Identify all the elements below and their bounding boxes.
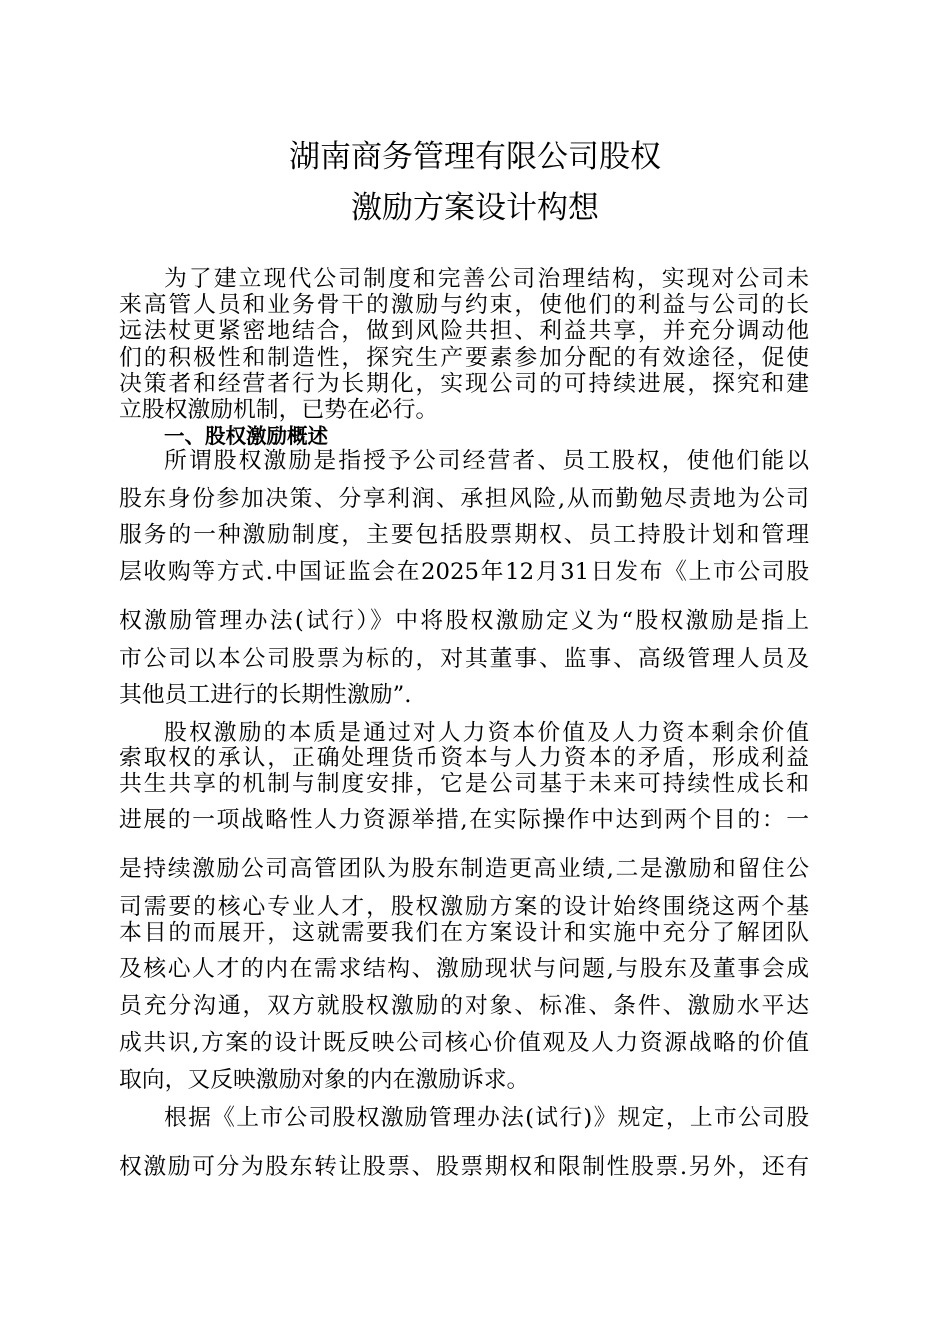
- paragraph-4-line: 权激励可分为股东转让股票、股票期权和限制性股票.另外，还有: [119, 1154, 809, 1180]
- paragraph-1-line: 们的积极性和制造性，探究生产要素参加分配的有效途径，促使: [119, 345, 809, 371]
- paragraph-3-line: 进展的一项战略性人力资源举措,在实际操作中达到两个目的：一: [119, 807, 809, 833]
- paragraph-3-line: 是持续激励公司高管团队为股东制造更高业绩,二是激励和留住公: [119, 856, 809, 882]
- paragraph-2-line: 权激励管理办法(试行）》中将股权激励定义为“股权激励是指上: [119, 608, 809, 634]
- paragraph-1-line: 来高管人员和业务骨干的激励与约束，使他们的利益与公司的长: [119, 292, 809, 318]
- paragraph-3-line: 司需要的核心专业人才，股权激励方案的设计始终围绕这两个基: [119, 894, 809, 920]
- paragraph-2-line: 所谓股权激励是指授予公司经营者、员工股权，使他们能以: [164, 448, 809, 474]
- paragraph-4-line: 根据《上市公司股权激励管理办法(试行)》规定，上市公司股: [164, 1105, 809, 1131]
- paragraph-1-line: 为了建立现代公司制度和完善公司治理结构，实现对公司未: [164, 266, 809, 292]
- paragraph-3-line: 股权激励的本质是通过对人力资本价值及人力资本剩余价值: [164, 720, 809, 746]
- paragraph-2-line: 层收购等方式.中国证监会在2025年12月31日发布《上市公司股: [119, 559, 809, 585]
- paragraph-2-line: 市公司以本公司股票为标的，对其董事、监事、高级管理人员及: [119, 646, 809, 672]
- document-title-line-1: 湖南商务管理有限公司股权: [289, 139, 661, 175]
- paragraph-3-line: 员充分沟通，双方就股权激励的对象、标准、条件、激励水平达: [119, 993, 809, 1019]
- paragraph-2-line: 股东身份参加决策、分享利润、承担风险,从而勤勉尽责地为公司: [119, 486, 809, 512]
- paragraph-3-line: 及核心人才的内在需求结构、激励现状与问题,与股东及董事会成: [119, 956, 809, 982]
- paragraph-1-line: 立股权激励机制，已势在必行。: [119, 397, 439, 423]
- paragraph-3-line: 本目的而展开，这就需要我们在方案设计和实施中充分了解团队: [119, 920, 809, 946]
- paragraph-3-line: 索取权的承认，正确处理货币资本与人力资本的矛盾，形成利益: [119, 745, 809, 771]
- paragraph-3-line: 取向，又反映激励对象的内在激励诉求。: [119, 1067, 530, 1093]
- paragraph-1-line: 远法杖更紧密地结合，做到风险共担、利益共享，并充分调动他: [119, 318, 809, 344]
- paragraph-2-line: 其他员工进行的长期性激励”.: [119, 682, 412, 708]
- section-heading: 一、股权激励概述: [164, 424, 328, 448]
- document-title-line-2: 激励方案设计构想: [351, 190, 599, 226]
- paragraph-3-line: 共生共享的机制与制度安排，它是公司基于未来可持续性成长和: [119, 771, 809, 797]
- paragraph-1-line: 决策者和经营者行为长期化，实现公司的可持续进展，探究和建: [119, 371, 809, 397]
- paragraph-3-line: 成共识,方案的设计既反映公司核心价值观及人力资源战略的价值: [119, 1030, 809, 1056]
- paragraph-2-line: 服务的一种激励制度，主要包括股票期权、员工持股计划和管理: [119, 522, 809, 548]
